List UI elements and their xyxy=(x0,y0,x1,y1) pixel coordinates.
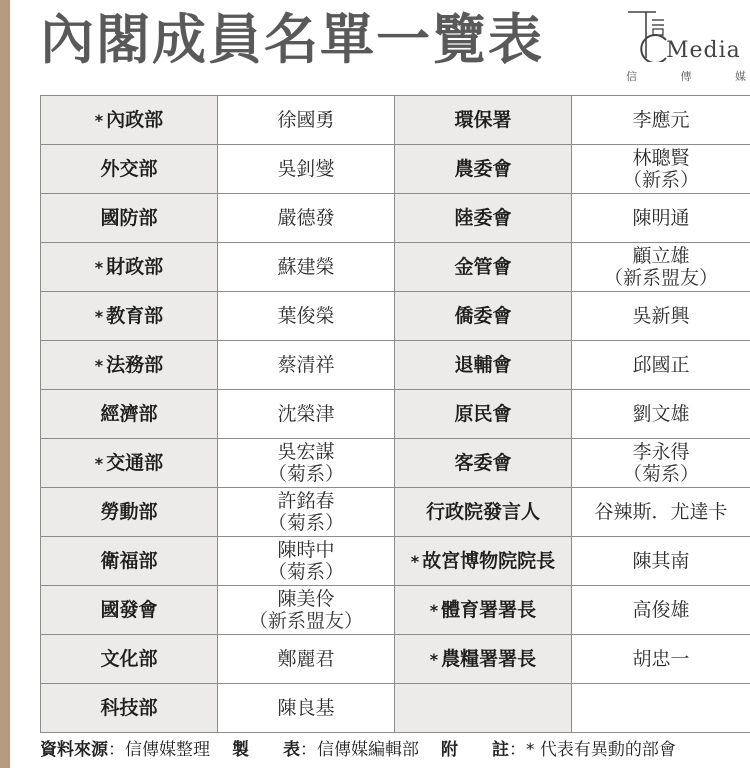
minister-cell xyxy=(218,341,395,390)
department-cell xyxy=(41,292,218,341)
minister-cell xyxy=(218,390,395,439)
department-cell xyxy=(41,537,218,586)
department-cell xyxy=(41,684,218,733)
minister-cell xyxy=(572,635,750,684)
minister-cell xyxy=(572,439,750,488)
department-name: 財政部 xyxy=(106,255,164,278)
change-marker: * xyxy=(94,306,104,326)
minister-name: 高俊雄 xyxy=(632,599,690,621)
footer-notes xyxy=(40,738,676,762)
minister-name: 嚴德發 xyxy=(277,207,335,229)
department-name: 國防部 xyxy=(100,207,158,229)
department-cell xyxy=(395,243,572,292)
logo-wordmark: Media xyxy=(666,38,741,63)
table-row xyxy=(41,292,750,341)
minister-cell xyxy=(218,439,395,488)
table-row xyxy=(41,488,750,537)
source-value: ：信傳媒整理 xyxy=(108,740,210,760)
minister-cell xyxy=(218,96,395,145)
department-name: 內政部 xyxy=(106,108,164,131)
faction-label: （新系盟友） xyxy=(248,610,363,632)
minister-cell xyxy=(218,586,395,635)
cabinet-table xyxy=(40,95,750,733)
department-cell xyxy=(395,292,572,341)
department-cell xyxy=(395,586,572,635)
table-row xyxy=(41,145,750,194)
table-row xyxy=(41,684,750,733)
department-name: 行政院發言人 xyxy=(425,501,540,523)
media-logo xyxy=(622,8,748,90)
department-name: 勞動部 xyxy=(100,501,158,523)
change-marker: * xyxy=(94,355,104,375)
faction-label: （菊系） xyxy=(267,463,344,485)
department-cell xyxy=(395,390,572,439)
department-name: 教育部 xyxy=(106,304,164,327)
table-row xyxy=(41,537,750,586)
table-row xyxy=(41,341,750,390)
producer-value: ：信傳媒編輯部 xyxy=(300,740,419,760)
minister-cell xyxy=(572,390,750,439)
department-name: 法務部 xyxy=(106,353,164,376)
table-row xyxy=(41,586,750,635)
minister-cell xyxy=(572,341,750,390)
page-title: 內閣成員名單一覽表 xyxy=(40,8,544,71)
note-value: ：* 代表有異動的部會 xyxy=(509,740,676,760)
department-cell xyxy=(395,194,572,243)
note-label: 附 註 xyxy=(441,740,509,760)
minister-name: 胡忠一 xyxy=(632,648,690,670)
minister-name: 陳其南 xyxy=(632,550,690,572)
table-row xyxy=(41,390,750,439)
minister-name: 葉俊榮 xyxy=(277,305,335,327)
department-name: 文化部 xyxy=(100,648,158,670)
source-label: 資料來源 xyxy=(40,740,108,760)
minister-name: 陳明通 xyxy=(632,207,690,229)
department-name: 外交部 xyxy=(100,158,158,180)
minister-cell xyxy=(572,194,750,243)
minister-name: 陳時中 xyxy=(277,539,335,561)
department-cell xyxy=(395,96,572,145)
department-name: 金管會 xyxy=(454,256,512,278)
minister-cell xyxy=(218,684,395,733)
change-marker: * xyxy=(94,453,104,473)
department-name: 國發會 xyxy=(100,599,158,621)
minister-name: 沈榮津 xyxy=(277,403,335,425)
change-marker: * xyxy=(94,110,104,130)
department-cell xyxy=(395,537,572,586)
faction-label: （菊系） xyxy=(267,561,344,583)
department-cell xyxy=(395,635,572,684)
department-cell xyxy=(41,243,218,292)
minister-cell xyxy=(572,96,750,145)
minister-name: 谷辣斯．尤達卡 xyxy=(594,501,728,523)
minister-cell xyxy=(218,635,395,684)
department-cell xyxy=(395,145,572,194)
department-name: 陸委會 xyxy=(454,207,512,229)
department-name: 故宮博物院院長 xyxy=(422,549,556,572)
side-accent-bar xyxy=(0,0,10,768)
minister-name: 劉文雄 xyxy=(632,403,690,425)
minister-cell xyxy=(218,145,395,194)
minister-cell xyxy=(572,488,750,537)
table-row xyxy=(41,243,750,292)
department-name: 原民會 xyxy=(454,403,512,425)
minister-name: 蔡清祥 xyxy=(277,354,335,376)
minister-name: 李應元 xyxy=(632,109,690,131)
minister-name: 許銘春 xyxy=(277,490,335,512)
department-cell xyxy=(41,439,218,488)
department-name: 體育署署長 xyxy=(441,598,537,621)
department-name: 環保署 xyxy=(454,109,512,131)
minister-cell xyxy=(218,488,395,537)
minister-cell xyxy=(572,684,750,733)
department-cell xyxy=(395,439,572,488)
minister-name: 陳良基 xyxy=(277,697,335,719)
minister-name: 徐國勇 xyxy=(277,109,335,131)
minister-name: 蘇建榮 xyxy=(277,256,335,278)
faction-label: （新系） xyxy=(622,169,699,191)
department-cell xyxy=(41,145,218,194)
minister-name: 林聰賢 xyxy=(632,147,690,169)
minister-cell xyxy=(572,537,750,586)
department-cell xyxy=(41,341,218,390)
logo-mark-icon xyxy=(626,8,670,62)
minister-name: 鄭麗君 xyxy=(277,648,335,670)
department-name: 衛福部 xyxy=(100,550,158,572)
department-name: 客委會 xyxy=(454,452,512,474)
department-name: 科技部 xyxy=(100,697,158,719)
department-name: 經濟部 xyxy=(100,403,158,425)
producer-label: 製 表 xyxy=(232,740,300,760)
minister-name: 邱國正 xyxy=(632,354,690,376)
minister-cell xyxy=(218,537,395,586)
change-marker: * xyxy=(429,600,439,620)
table-row xyxy=(41,439,750,488)
faction-label: （菊系） xyxy=(622,463,699,485)
department-cell xyxy=(41,194,218,243)
minister-cell xyxy=(218,292,395,341)
department-name: 農糧署署長 xyxy=(441,647,537,670)
minister-name: 吳釗燮 xyxy=(277,158,335,180)
faction-label: （新系盟友） xyxy=(603,267,718,289)
department-name: 退輔會 xyxy=(454,354,512,376)
department-cell xyxy=(395,341,572,390)
minister-cell xyxy=(572,243,750,292)
minister-cell xyxy=(218,243,395,292)
table-row xyxy=(41,635,750,684)
minister-name: 顧立雄 xyxy=(632,245,690,267)
department-cell xyxy=(41,488,218,537)
change-marker: * xyxy=(94,257,104,277)
department-cell xyxy=(41,586,218,635)
department-cell xyxy=(41,390,218,439)
change-marker: * xyxy=(410,551,420,571)
minister-cell xyxy=(572,586,750,635)
table-row xyxy=(41,194,750,243)
department-cell xyxy=(395,488,572,537)
minister-cell xyxy=(218,194,395,243)
department-cell xyxy=(41,635,218,684)
minister-name: 吳新興 xyxy=(632,305,690,327)
logo-subtitle: 信 傳 媒 xyxy=(626,70,746,83)
table-row xyxy=(41,96,750,145)
faction-label: （菊系） xyxy=(267,512,344,534)
department-cell xyxy=(395,684,572,733)
department-name: 農委會 xyxy=(454,158,512,180)
minister-name: 陳美伶 xyxy=(277,588,335,610)
minister-cell xyxy=(572,292,750,341)
minister-cell xyxy=(572,145,750,194)
department-name: 交通部 xyxy=(106,451,164,474)
minister-name: 吳宏謀 xyxy=(277,441,335,463)
department-name: 僑委會 xyxy=(454,305,512,327)
change-marker: * xyxy=(429,649,439,669)
department-cell xyxy=(41,96,218,145)
minister-name: 李永得 xyxy=(632,441,690,463)
